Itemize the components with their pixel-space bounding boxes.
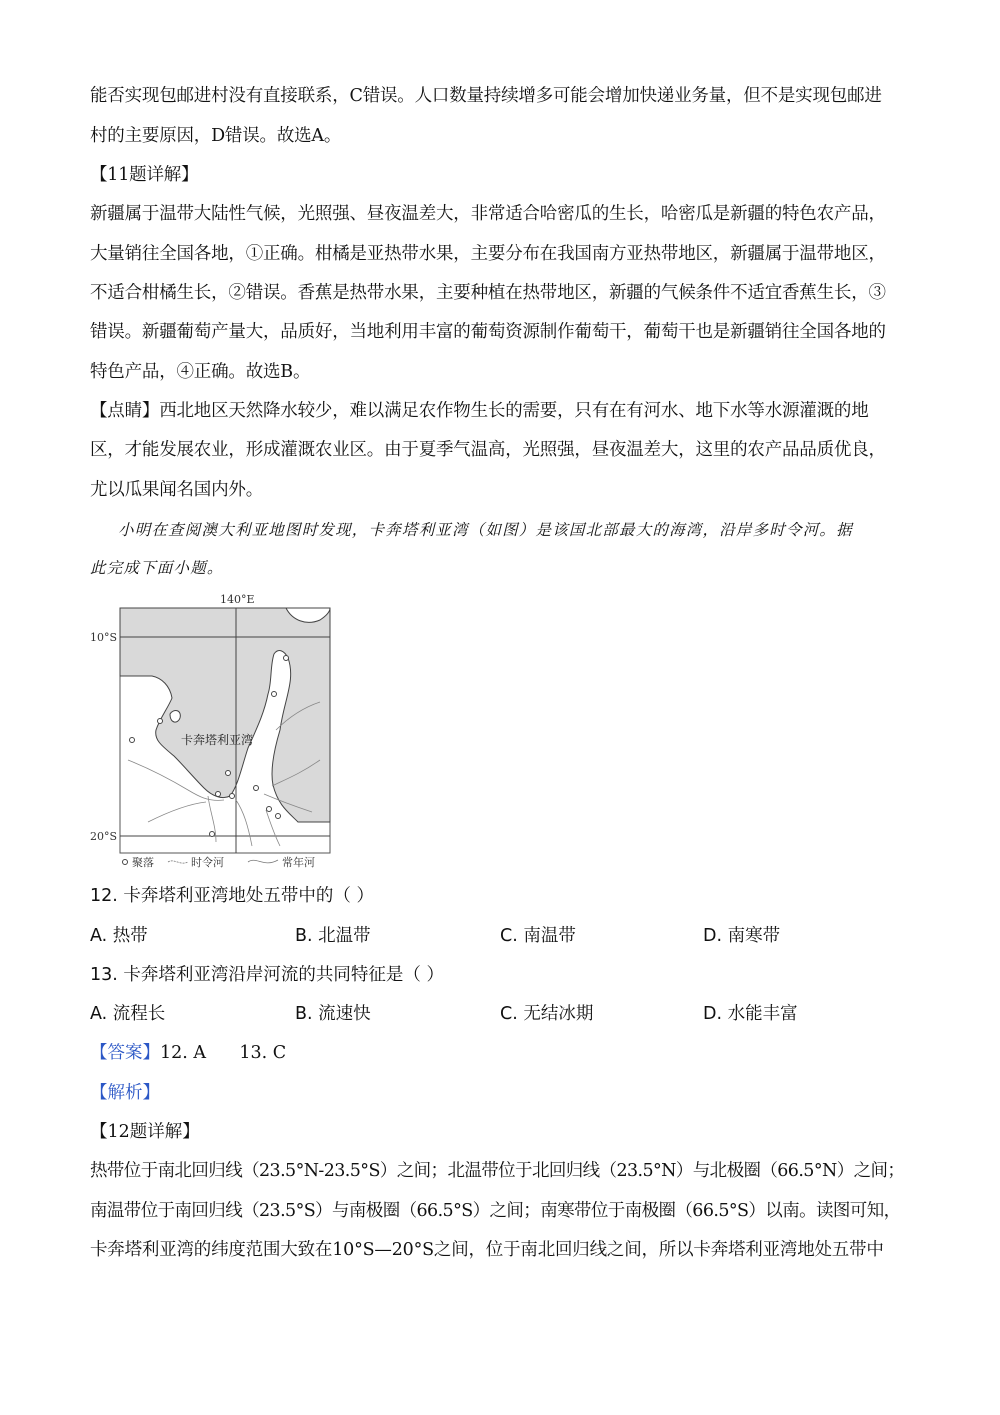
section-heading: 【11题详解】 <box>90 165 199 185</box>
text-line: 尤以瓜果闻名国内外。 <box>90 480 263 500</box>
text-line: 村的主要原因，D错误。故选A。 <box>90 126 342 146</box>
question-13-stem: 13. 卡奔塔利亚湾沿岸河流的共同特征是（ ） <box>90 965 444 985</box>
intro-line: 此完成下面小题。 <box>90 559 224 577</box>
legend-seasonal: 时令河 <box>191 856 224 869</box>
question-12-stem: 12. 卡奔塔利亚湾地处五带中的（ ） <box>90 886 374 906</box>
legend-seasonal-icon <box>168 861 188 863</box>
gulf-map <box>88 590 338 875</box>
q13-option-c[interactable]: C. 无结冰期 <box>500 1004 594 1024</box>
text-line: 特色产品，④正确。故选B。 <box>90 362 311 382</box>
q12-option-d[interactable]: D. 南寒带 <box>703 926 781 946</box>
detail-12-title: 【12题详解】 <box>90 1122 200 1142</box>
text-line: 大量销往全国各地，①正确。柑橘是亚热带水果，主要分布在我国南方亚热带地区，新疆属于温带地区， <box>90 244 886 264</box>
text-line: 区，才能发展农业，形成灌溉农业区。由于夏季气温高，光照强，昼夜温差大，这里的农产品品质优良， <box>90 440 886 460</box>
legend-settlement: 聚落 <box>132 856 154 869</box>
text-line: 新疆属于温带大陆性气候，光照强、昼夜温差大，非常适合哈密瓜的生长，哈密瓜是新疆的特色农产品， <box>90 204 886 224</box>
intro-line: 小明在查阅澳大利亚地图时发现，卡奔塔利亚湾（如图）是该国北部最大的海湾，沿岸多时令河。据 <box>118 521 853 539</box>
text-line: 南温带位于南回归线（23.5°S）与南极圈（66.5°S）之间；南寒带位于南极圈（66.5°S）以南。读图可知， <box>90 1201 901 1221</box>
q12-option-a[interactable]: A. 热带 <box>90 926 148 946</box>
text-line: 能否实现包邮进村没有直接联系，C错误。人口数量持续增多可能会增加快递业务量，但不是实现包邮进 <box>90 86 882 106</box>
map-legend <box>123 855 316 869</box>
legend-perennial: 常年河 <box>282 856 315 869</box>
q13-option-a[interactable]: A. 流程长 <box>90 1004 166 1024</box>
analysis-label: 【解析】 <box>90 1083 160 1103</box>
q13-option-d[interactable]: D. 水能丰富 <box>703 1004 798 1024</box>
longitude-label: 140°E <box>220 593 255 606</box>
text-line: 【点睛】西北地区天然降水较少，难以满足农作物生长的需要，只有在有河水、地下水等水源灌溉的地 <box>90 401 869 421</box>
answer-label: 【答案】 <box>90 1043 160 1063</box>
gulf-label: 卡奔塔利亚湾 <box>181 733 254 747</box>
lat-bottom-label: 20°S <box>90 830 118 843</box>
lat-top-label: 10°S <box>90 631 118 644</box>
legend-settlement-icon <box>123 860 128 865</box>
text-line: 热带位于南北回归线（23.5°N-23.5°S）之间；北温带位于北回归线（23.5°N）与北极圈（66.5°N）之间； <box>90 1161 905 1181</box>
legend-perennial-icon <box>248 860 278 863</box>
answer-line <box>90 1041 286 1065</box>
q12-option-b[interactable]: B. 北温带 <box>295 926 371 946</box>
answer-text: 12. A 13. C <box>160 1043 287 1063</box>
q13-option-b[interactable]: B. 流速快 <box>295 1004 371 1024</box>
text-line: 错误。新疆葡萄产量大，品质好，当地利用丰富的葡萄资源制作葡萄干，葡萄干也是新疆销往全国各地的 <box>90 322 886 342</box>
island-west <box>170 711 180 723</box>
q12-option-c[interactable]: C. 南温带 <box>500 926 576 946</box>
text-line: 不适合柑橘生长，②错误。香蕉是热带水果，主要种植在热带地区，新疆的气候条件不适宜香蕉生长，③ <box>90 283 886 303</box>
text-line: 卡奔塔利亚湾的纬度范围大致在10°S—20°S之间，位于南北回归线之间，所以卡奔塔利亚湾地处五带中 <box>90 1240 884 1260</box>
